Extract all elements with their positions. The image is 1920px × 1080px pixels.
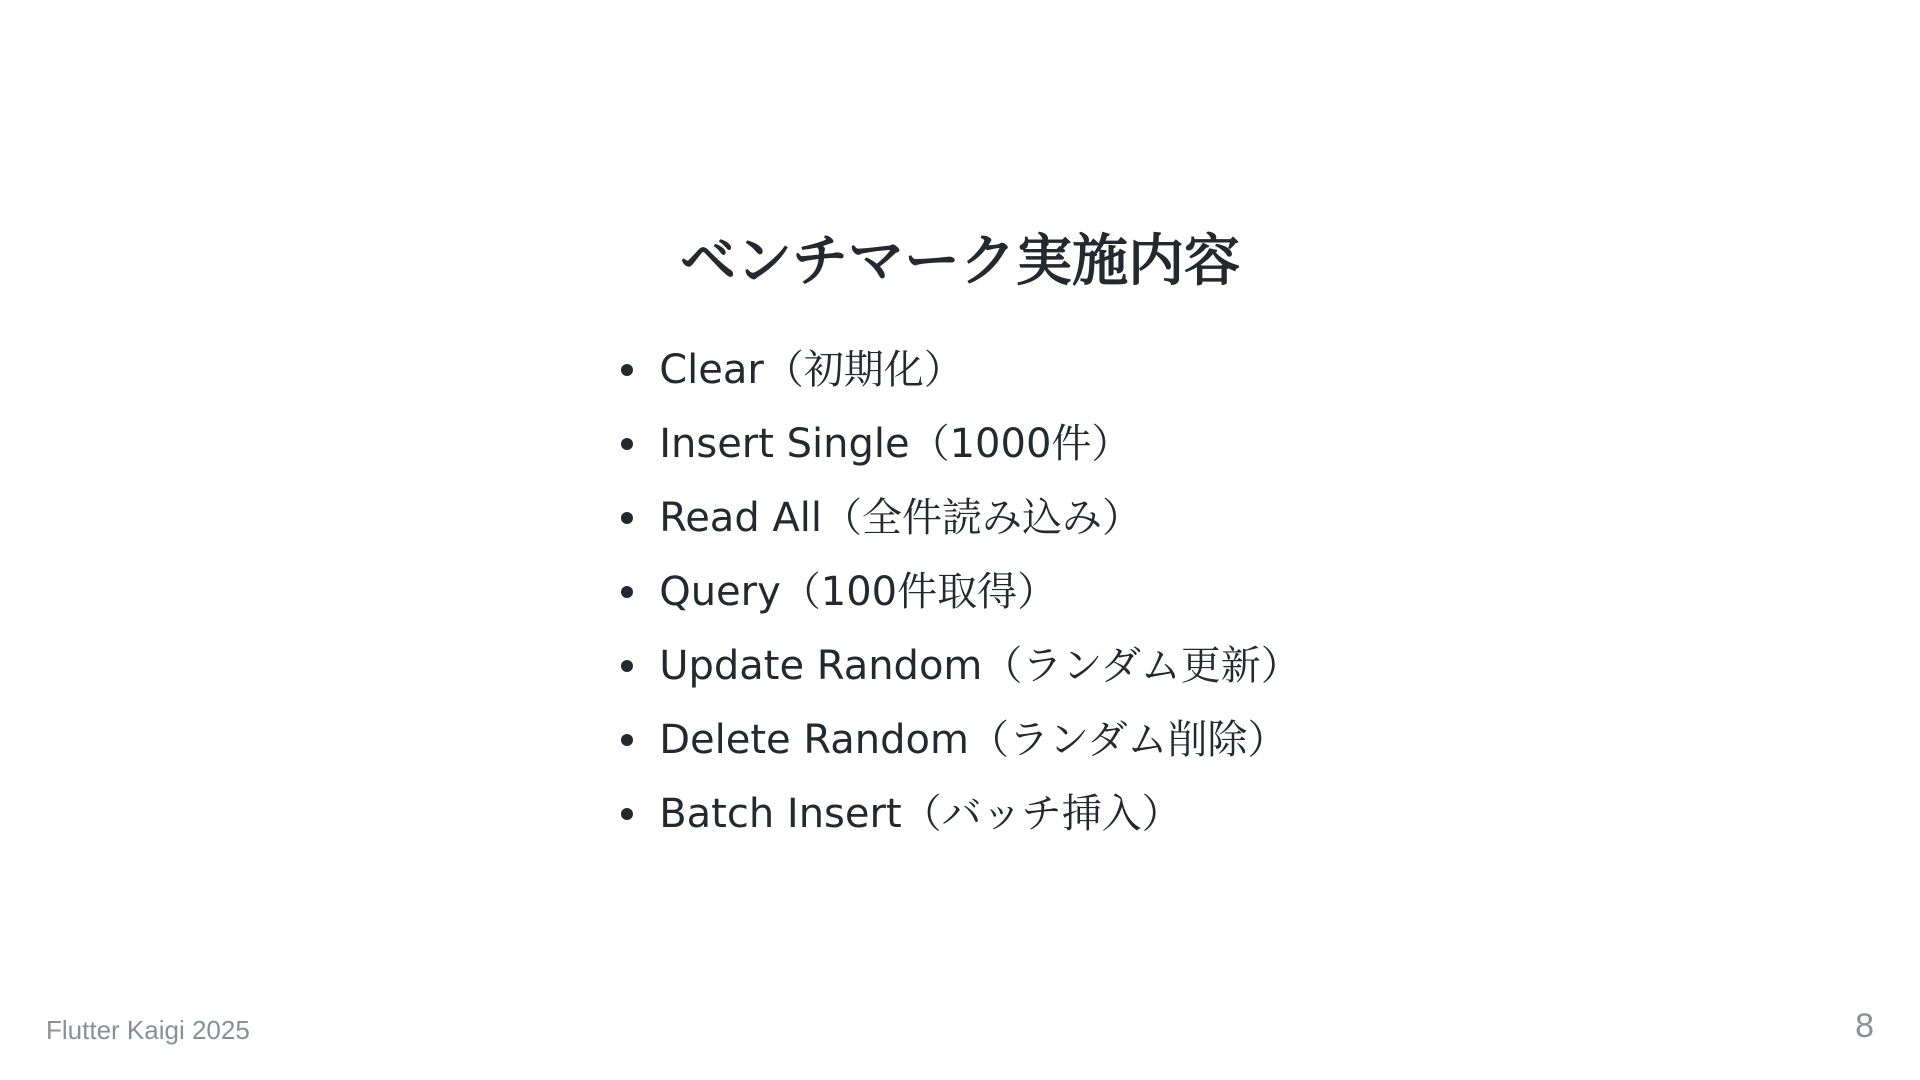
page-number: 8 [1855, 1007, 1874, 1045]
bullet-text: Clear（初期化） [659, 347, 964, 393]
bullet-dot-icon [621, 660, 633, 672]
bullet-text: Update Random（ランダム更新） [659, 643, 1301, 689]
bullet-dot-icon [621, 438, 633, 450]
bullet-text: Insert Single（1000件） [659, 421, 1132, 467]
bullet-dot-icon [621, 808, 633, 820]
bullet-text: Delete Random（ランダム削除） [659, 717, 1288, 763]
bullet-dot-icon [621, 586, 633, 598]
bullet-item [619, 407, 1301, 481]
bullet-text: Query（100件取得） [659, 569, 1058, 615]
bullet-dot-icon [621, 512, 633, 524]
slide-body [619, 217, 1301, 851]
slide-footer: Flutter Kaigi 2025 [46, 1015, 250, 1045]
slide-title: ベンチマーク実施内容 [680, 229, 1240, 294]
bullet-text: Read All（全件読み込み） [659, 495, 1143, 541]
bullet-dot-icon [621, 734, 633, 746]
bullet-item [619, 555, 1301, 629]
bullet-list [619, 333, 1301, 851]
bullet-item [619, 777, 1301, 851]
bullet-item [619, 629, 1301, 703]
bullet-dot-icon [621, 364, 633, 376]
bullet-item [619, 481, 1301, 555]
bullet-item [619, 333, 1301, 407]
bullet-item [619, 703, 1301, 777]
bullet-text: Batch Insert（バッチ挿入） [659, 791, 1182, 837]
